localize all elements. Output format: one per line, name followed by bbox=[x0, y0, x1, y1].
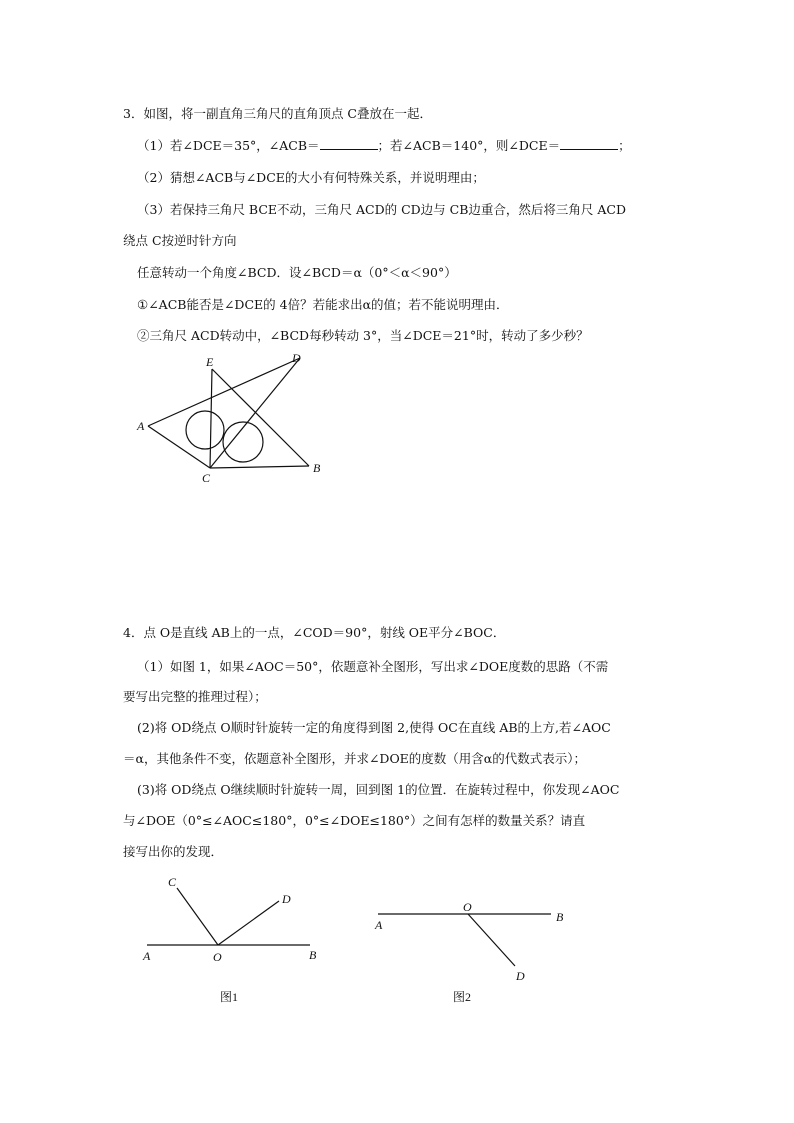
problem3-sub1: ①∠ACB能否是∠DCE的 4倍？若能求出α的值；若不能说明理由． bbox=[137, 297, 509, 312]
problem4-title: 4．点 O是直线 AB上的一点，∠COD＝90°，射线 OE平分∠BOC． bbox=[123, 625, 506, 640]
label-a: A bbox=[137, 419, 145, 433]
problem4-part1-line1: （1）如图 1，如果∠AOC＝50°，依题意补全图形，写出求∠DOE度数的思路（不需 bbox=[137, 659, 609, 674]
fig1-label-c: C bbox=[168, 875, 177, 889]
problem3-sub2: ②三角尺 ACD转动中，∠BCD每秒转动 3°，当∠DCE＝21°时，转动了多少秒？ bbox=[137, 328, 589, 343]
problem3-part1-a: （1）若∠DCE＝35°，∠ACB＝ bbox=[137, 138, 320, 153]
problem4-part1-line2: 要写出完整的推理过程）； bbox=[123, 689, 267, 704]
fig2-label-a: A bbox=[375, 918, 383, 932]
fig1-label-a: A bbox=[143, 949, 151, 963]
problem4-part3-line2: 与∠DOE（0°≤∠AOC≤180°，0°≤∠DOE≤180°）之间有怎样的数量关系？请直 bbox=[123, 813, 586, 828]
problem3-part1-b: ；若∠ACB＝140°，则∠DCE＝ bbox=[377, 138, 561, 153]
fig1-caption: 图1 bbox=[220, 990, 239, 1004]
problem4-part2-line1: (2)将 OD绕点 O顺时针旋转一定的角度得到图 2,使得 OC在直线 AB的上方,若∠AOC bbox=[137, 720, 611, 735]
label-b: B bbox=[313, 461, 321, 475]
problem3-part3-line1: （3）若保持三角尺 BCE不动，三角尺 ACD的 CD边与 CB边重合，然后将三角尺 ACD bbox=[137, 202, 626, 217]
fig2-label-o: O bbox=[463, 900, 472, 914]
problem3-part1-c: ； bbox=[618, 138, 631, 153]
fig1-label-d: D bbox=[282, 892, 291, 906]
label-e: E bbox=[206, 355, 214, 369]
problem3-title: 3．如图，将一副直角三角尺的直角顶点 C叠放在一起． bbox=[123, 106, 432, 121]
fig2-label-d: D bbox=[516, 969, 525, 983]
label-d: D bbox=[292, 351, 301, 365]
fig2-label-b: B bbox=[556, 910, 564, 924]
problem3-part3-line3: 任意转动一个角度∠BCD．设∠BCD＝α（0°＜α＜90°） bbox=[137, 265, 457, 280]
problem4-part3-line1: (3)将 OD绕点 O继续顺时针旋转一周，回到图 1的位置．在旋转过程中，你发现∠AOC bbox=[137, 782, 620, 797]
fig1-label-o: O bbox=[213, 950, 222, 964]
problem4-part2-line2: ＝α，其他条件不变，依题意补全图形，并求∠DOE的度数（用含α的代数式表示）； bbox=[123, 751, 587, 766]
problem3-part3-line2: 绕点 C按逆时针方向 bbox=[123, 233, 237, 248]
fig1-label-b: B bbox=[309, 948, 317, 962]
problem4-part3-line3: 接写出你的发现． bbox=[123, 844, 224, 859]
problem3-part2: （2）猜想∠ACB与∠DCE的大小有何特殊关系，并说明理由； bbox=[137, 170, 485, 185]
label-c: C bbox=[202, 471, 211, 485]
fig2-caption: 图2 bbox=[453, 990, 472, 1004]
ray-od bbox=[468, 914, 515, 966]
